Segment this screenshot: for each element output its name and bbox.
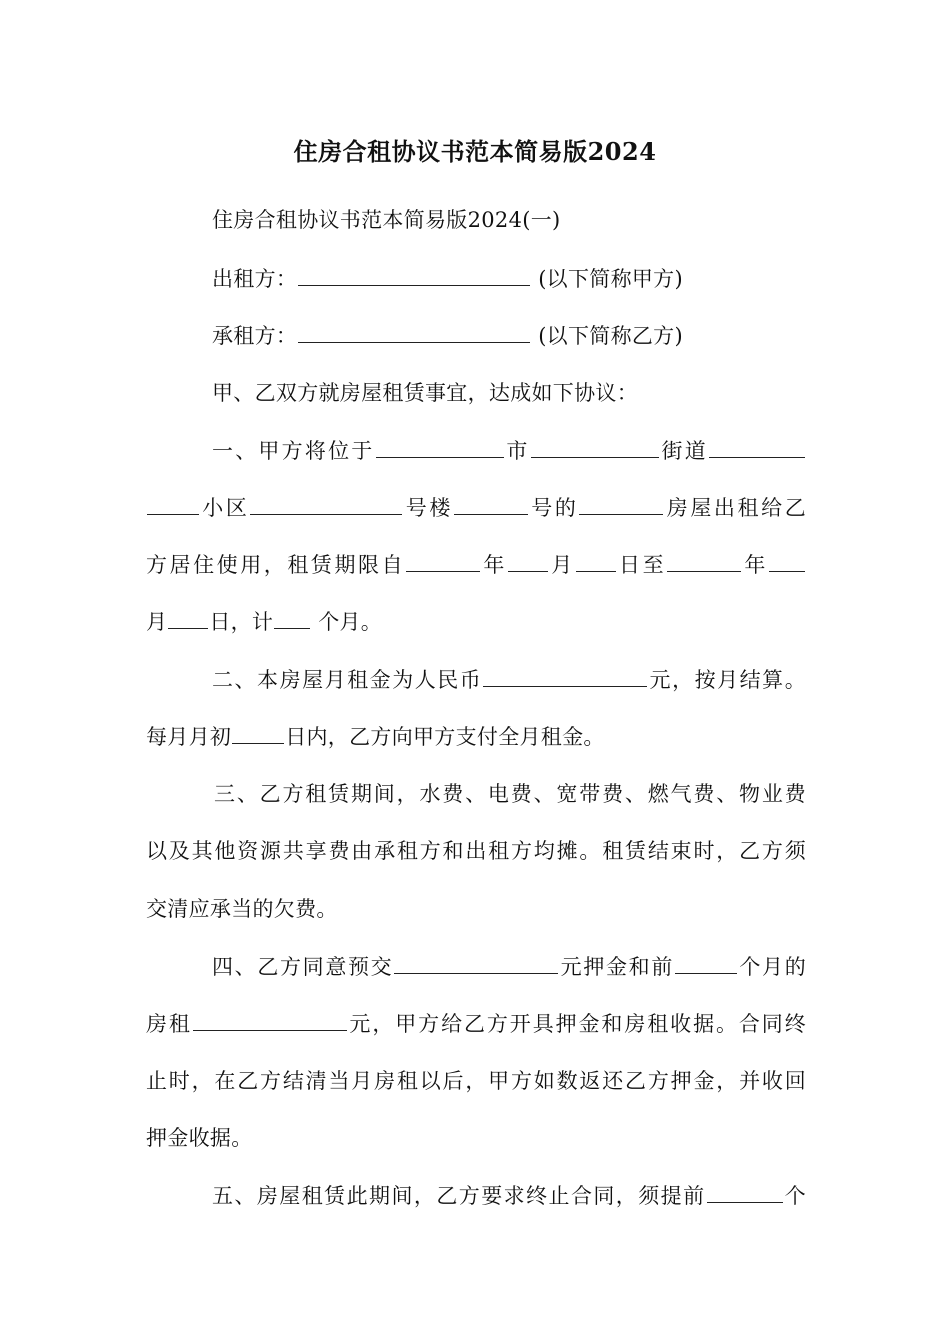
community-blank-part1[interactable] xyxy=(709,435,805,458)
clause4-line2 xyxy=(146,1008,806,1039)
clause1-text-k: 日至 xyxy=(616,553,667,577)
clause4-text-d: 房租 xyxy=(146,1012,192,1036)
clause4-text-c: 个月的 xyxy=(738,955,806,979)
clause1-text-o: 个月。 xyxy=(311,610,383,634)
clause1-text-g: 房屋出租给乙 xyxy=(664,496,806,520)
end-month-blank-part1[interactable] xyxy=(769,549,805,572)
prepaid-months-blank[interactable] xyxy=(675,951,737,974)
clause1-line1 xyxy=(212,435,806,466)
clause1-text-b: 市 xyxy=(504,439,530,463)
payment-days-blank[interactable] xyxy=(232,721,284,744)
lessor-label: 出租方： xyxy=(212,267,298,291)
clause1-text-f: 号的 xyxy=(528,496,579,520)
clause5-text-b: 个 xyxy=(783,1184,806,1208)
lessor-note: (以下简称甲方) xyxy=(538,267,683,291)
clause1-line2 xyxy=(146,492,806,523)
lessee-note: (以下简称乙方) xyxy=(538,324,683,348)
intro-line: 甲、乙双方就房屋租赁事宜，达成如下协议： xyxy=(212,381,638,405)
lessee-name-blank[interactable] xyxy=(298,320,530,343)
clause4-line4: 押金收据。 xyxy=(146,1126,253,1150)
clause1-text-d: 小区 xyxy=(200,496,250,520)
clause1-line3 xyxy=(146,549,806,580)
prepaid-rent-blank[interactable] xyxy=(193,1008,347,1031)
clause1-text-i: 年 xyxy=(481,553,507,577)
clause1-text-h: 方居住使用，租赁期限自 xyxy=(146,553,406,577)
clause2-line1 xyxy=(212,664,806,695)
clause4-text-b: 元押金和前 xyxy=(559,955,674,979)
deposit-blank[interactable] xyxy=(394,951,558,974)
clause3-line3: 交清应承当的欠费。 xyxy=(146,897,338,921)
lessee-label: 承租方： xyxy=(212,324,298,348)
start-day-blank[interactable] xyxy=(576,549,616,572)
building-blank[interactable] xyxy=(250,492,402,515)
start-month-blank[interactable] xyxy=(508,549,548,572)
clause2-text-a: 二、本房屋月租金为人民币 xyxy=(212,668,483,692)
end-year-blank[interactable] xyxy=(667,549,741,572)
clause5-line1 xyxy=(212,1180,806,1211)
unit-blank[interactable] xyxy=(454,492,528,515)
clause4-line3: 止时，在乙方结清当月房租以后，甲方如数返还乙方押金，并收回 xyxy=(146,1069,806,1093)
document-subtitle: 住房合租协议书范本简易版2024(一) xyxy=(212,208,561,232)
clause1-text-a: 一、甲方将位于 xyxy=(212,439,375,463)
document-title: 住房合租协议书范本简易版2024 xyxy=(293,137,657,166)
lessor-name-blank[interactable] xyxy=(298,263,530,286)
clause3-line1: 三、乙方租赁期间，水费、电费、宽带费、燃气费、物业费 xyxy=(214,782,806,806)
start-year-blank[interactable] xyxy=(406,549,480,572)
city-blank[interactable] xyxy=(376,435,504,458)
notice-period-blank[interactable] xyxy=(707,1180,783,1203)
clause2-text-b: 元，按月结算。 xyxy=(648,668,806,692)
clause3-line2: 以及其他资源共享费由承租方和出租方均摊。租赁结束时，乙方须 xyxy=(146,839,806,863)
clause1-text-e: 号楼 xyxy=(403,496,453,520)
clause2-text-c: 每月月初 xyxy=(146,725,232,749)
clause1-text-n: 日，计 xyxy=(209,610,274,634)
months-count-blank[interactable] xyxy=(274,606,310,629)
lessee-line xyxy=(212,320,806,351)
clause1-text-l: 年 xyxy=(742,553,768,577)
monthly-rent-blank[interactable] xyxy=(483,664,647,687)
end-day-blank[interactable] xyxy=(168,606,208,629)
clause4-line1 xyxy=(212,951,806,982)
room-blank[interactable] xyxy=(579,492,663,515)
community-blank-part2[interactable] xyxy=(147,492,199,515)
clause1-text-j: 月 xyxy=(548,553,575,577)
clause2-line2 xyxy=(146,721,806,752)
clause1-text-c: 街道 xyxy=(659,439,708,463)
clause1-text-m: 月 xyxy=(146,610,168,634)
lessor-line xyxy=(212,263,806,294)
street-blank[interactable] xyxy=(531,435,659,458)
clause5-text-a: 五、房屋租赁此期间，乙方要求终止合同，须提前 xyxy=(212,1184,706,1208)
clause4-text-a: 四、乙方同意预交 xyxy=(212,955,394,979)
clause1-line4 xyxy=(146,606,806,637)
clause2-text-d: 日内，乙方向甲方支付全月租金。 xyxy=(285,725,605,749)
clause4-text-e: 元，甲方给乙方开具押金和房租收据。合同终 xyxy=(347,1012,806,1036)
